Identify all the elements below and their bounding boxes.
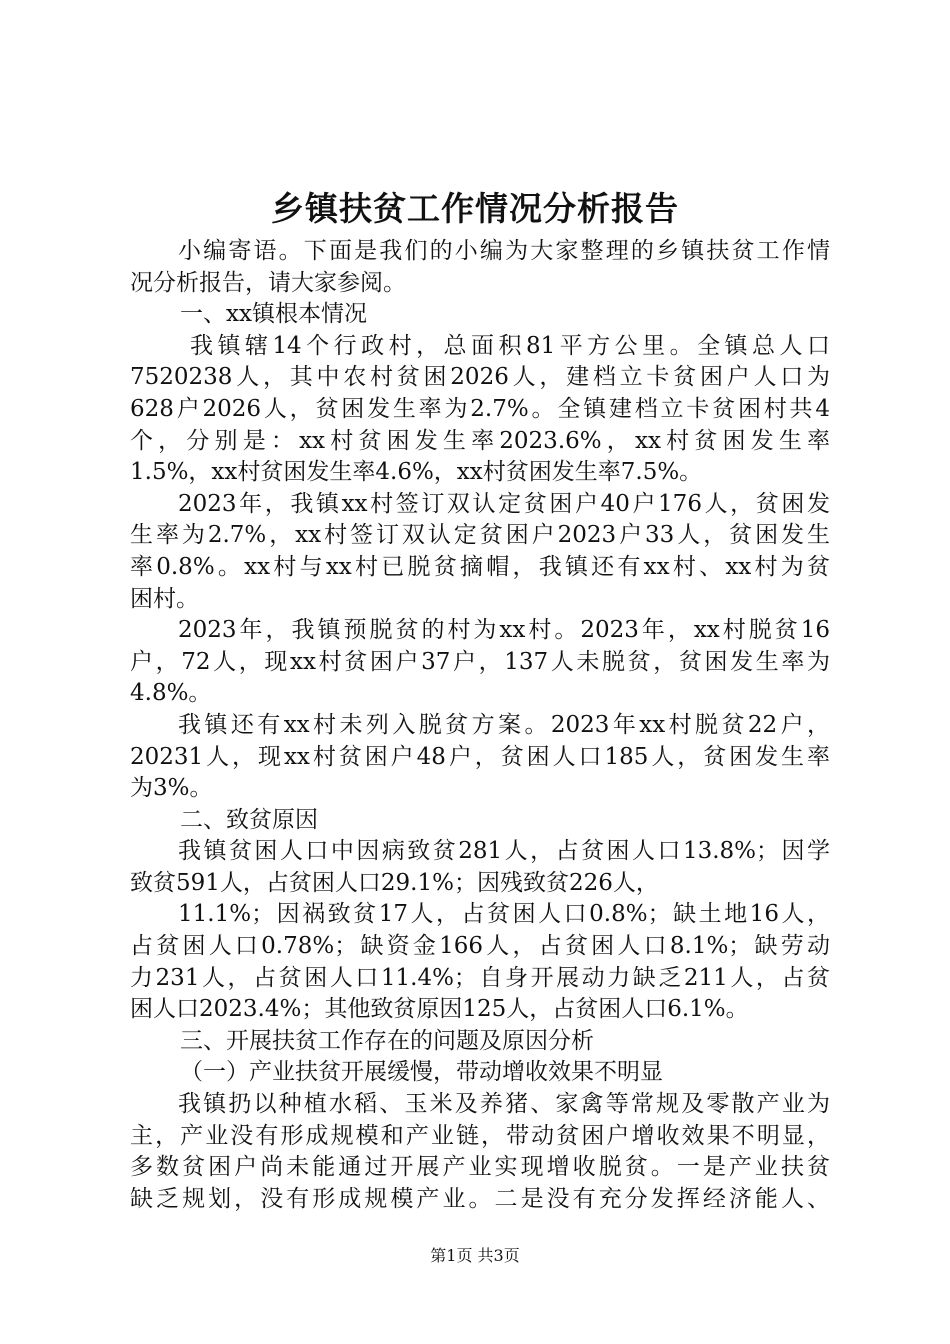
document-body — [130, 236, 830, 1215]
text-line: 7520238人，其中农村贫困2026人，建档立卡贫困户人口为 — [130, 364, 830, 391]
text-line: 况分析报告，请大家参阅。 — [130, 269, 406, 296]
text-line: 致贫591人，占贫困人口29.1%；因残致贫226人， — [130, 869, 659, 896]
text-line: 小编寄语。下面是我们的小编为大家整理的乡镇扶贫工作情 — [178, 238, 830, 264]
section-heading: 一、xx镇根本情况 — [180, 301, 367, 328]
text-line: 2023年，我镇预脱贫的村为xx村。2023年，xx村脱贫16 — [178, 617, 830, 644]
text-line: 主，产业没有形成规模和产业链，带动贫困户增收效果不明显， — [130, 1122, 830, 1149]
text-line: 我镇还有xx村未列入脱贫方案。2023年xx村脱贫22户， — [178, 711, 830, 738]
text-line: 个，分别是：xx村贫困发生率2023.6%，xx村贫困发生率 — [130, 427, 830, 454]
text-line: 11.1%；因祸致贫17人，占贫困人口0.8%；缺土地16人， — [178, 901, 830, 928]
document-title: 乡镇扶贫工作情况分析报告 — [271, 189, 679, 228]
text-line: 1.5%，xx村贫困发生率4.6%，xx村贫困发生率7.5%。 — [130, 459, 703, 486]
text-line: 我镇贫困人口中因病致贫281人，占贫困人口13.8%；因学 — [178, 838, 830, 865]
text-line: 户，72人，现xx村贫困户37户，137人未脱贫，贫困发生率为 — [130, 648, 830, 675]
text-line: 困村。 — [130, 585, 199, 612]
text-line: 缺乏规划，没有形成规模产业。二是没有充分发挥经济能人、 — [130, 1185, 830, 1212]
text-line: 占贫困人口0.78%；缺资金166人，占贫困人口8.1%；缺劳动 — [130, 933, 830, 960]
text-line: 力231人，占贫困人口11.4%；自身开展动力缺乏211人，占贫 — [130, 964, 830, 991]
text-line: 生率为2.7%，xx村签订双认定贫困户2023户33人，贫困发生 — [130, 522, 830, 549]
text-line: 4.8%。 — [130, 680, 212, 707]
text-line: 率0.8%。xx村与xx村已脱贫摘帽，我镇还有xx村、xx村为贫 — [130, 553, 830, 580]
text-line: 2023年，我镇xx村签订双认定贫困户40户176人，贫困发 — [178, 490, 830, 517]
text-line: 20231人，现xx村贫困户48户，贫困人口185人，贫困发生率 — [130, 743, 830, 770]
text-line: 困人口2023.4%；其他致贫原因125人，占贫困人口6.1%。 — [130, 996, 749, 1023]
text-line: 为3%。 — [130, 775, 213, 802]
subsection-heading: （一）产业扶贫开展缓慢，带动增收效果不明显 — [180, 1059, 663, 1086]
text-line: 多数贫困户尚未能通过开展产业实现增收脱贫。一是产业扶贫 — [130, 1154, 830, 1181]
section-heading: 二、致贫原因 — [180, 806, 318, 833]
section-heading: 三、开展扶贫工作存在的问题及原因分析 — [180, 1027, 594, 1054]
text-line: 我镇辖14个行政村，总面积81平方公里。全镇总人口 — [190, 332, 830, 359]
text-line: 我镇扔以种植水稻、玉米及养猪、家禽等常规及零散产业为 — [178, 1091, 830, 1118]
page-footer: 第1页 共3页 — [430, 1246, 520, 1265]
text-line: 628户2026人，贫困发生率为2.7%。全镇建档立卡贫困村共4 — [130, 395, 830, 422]
